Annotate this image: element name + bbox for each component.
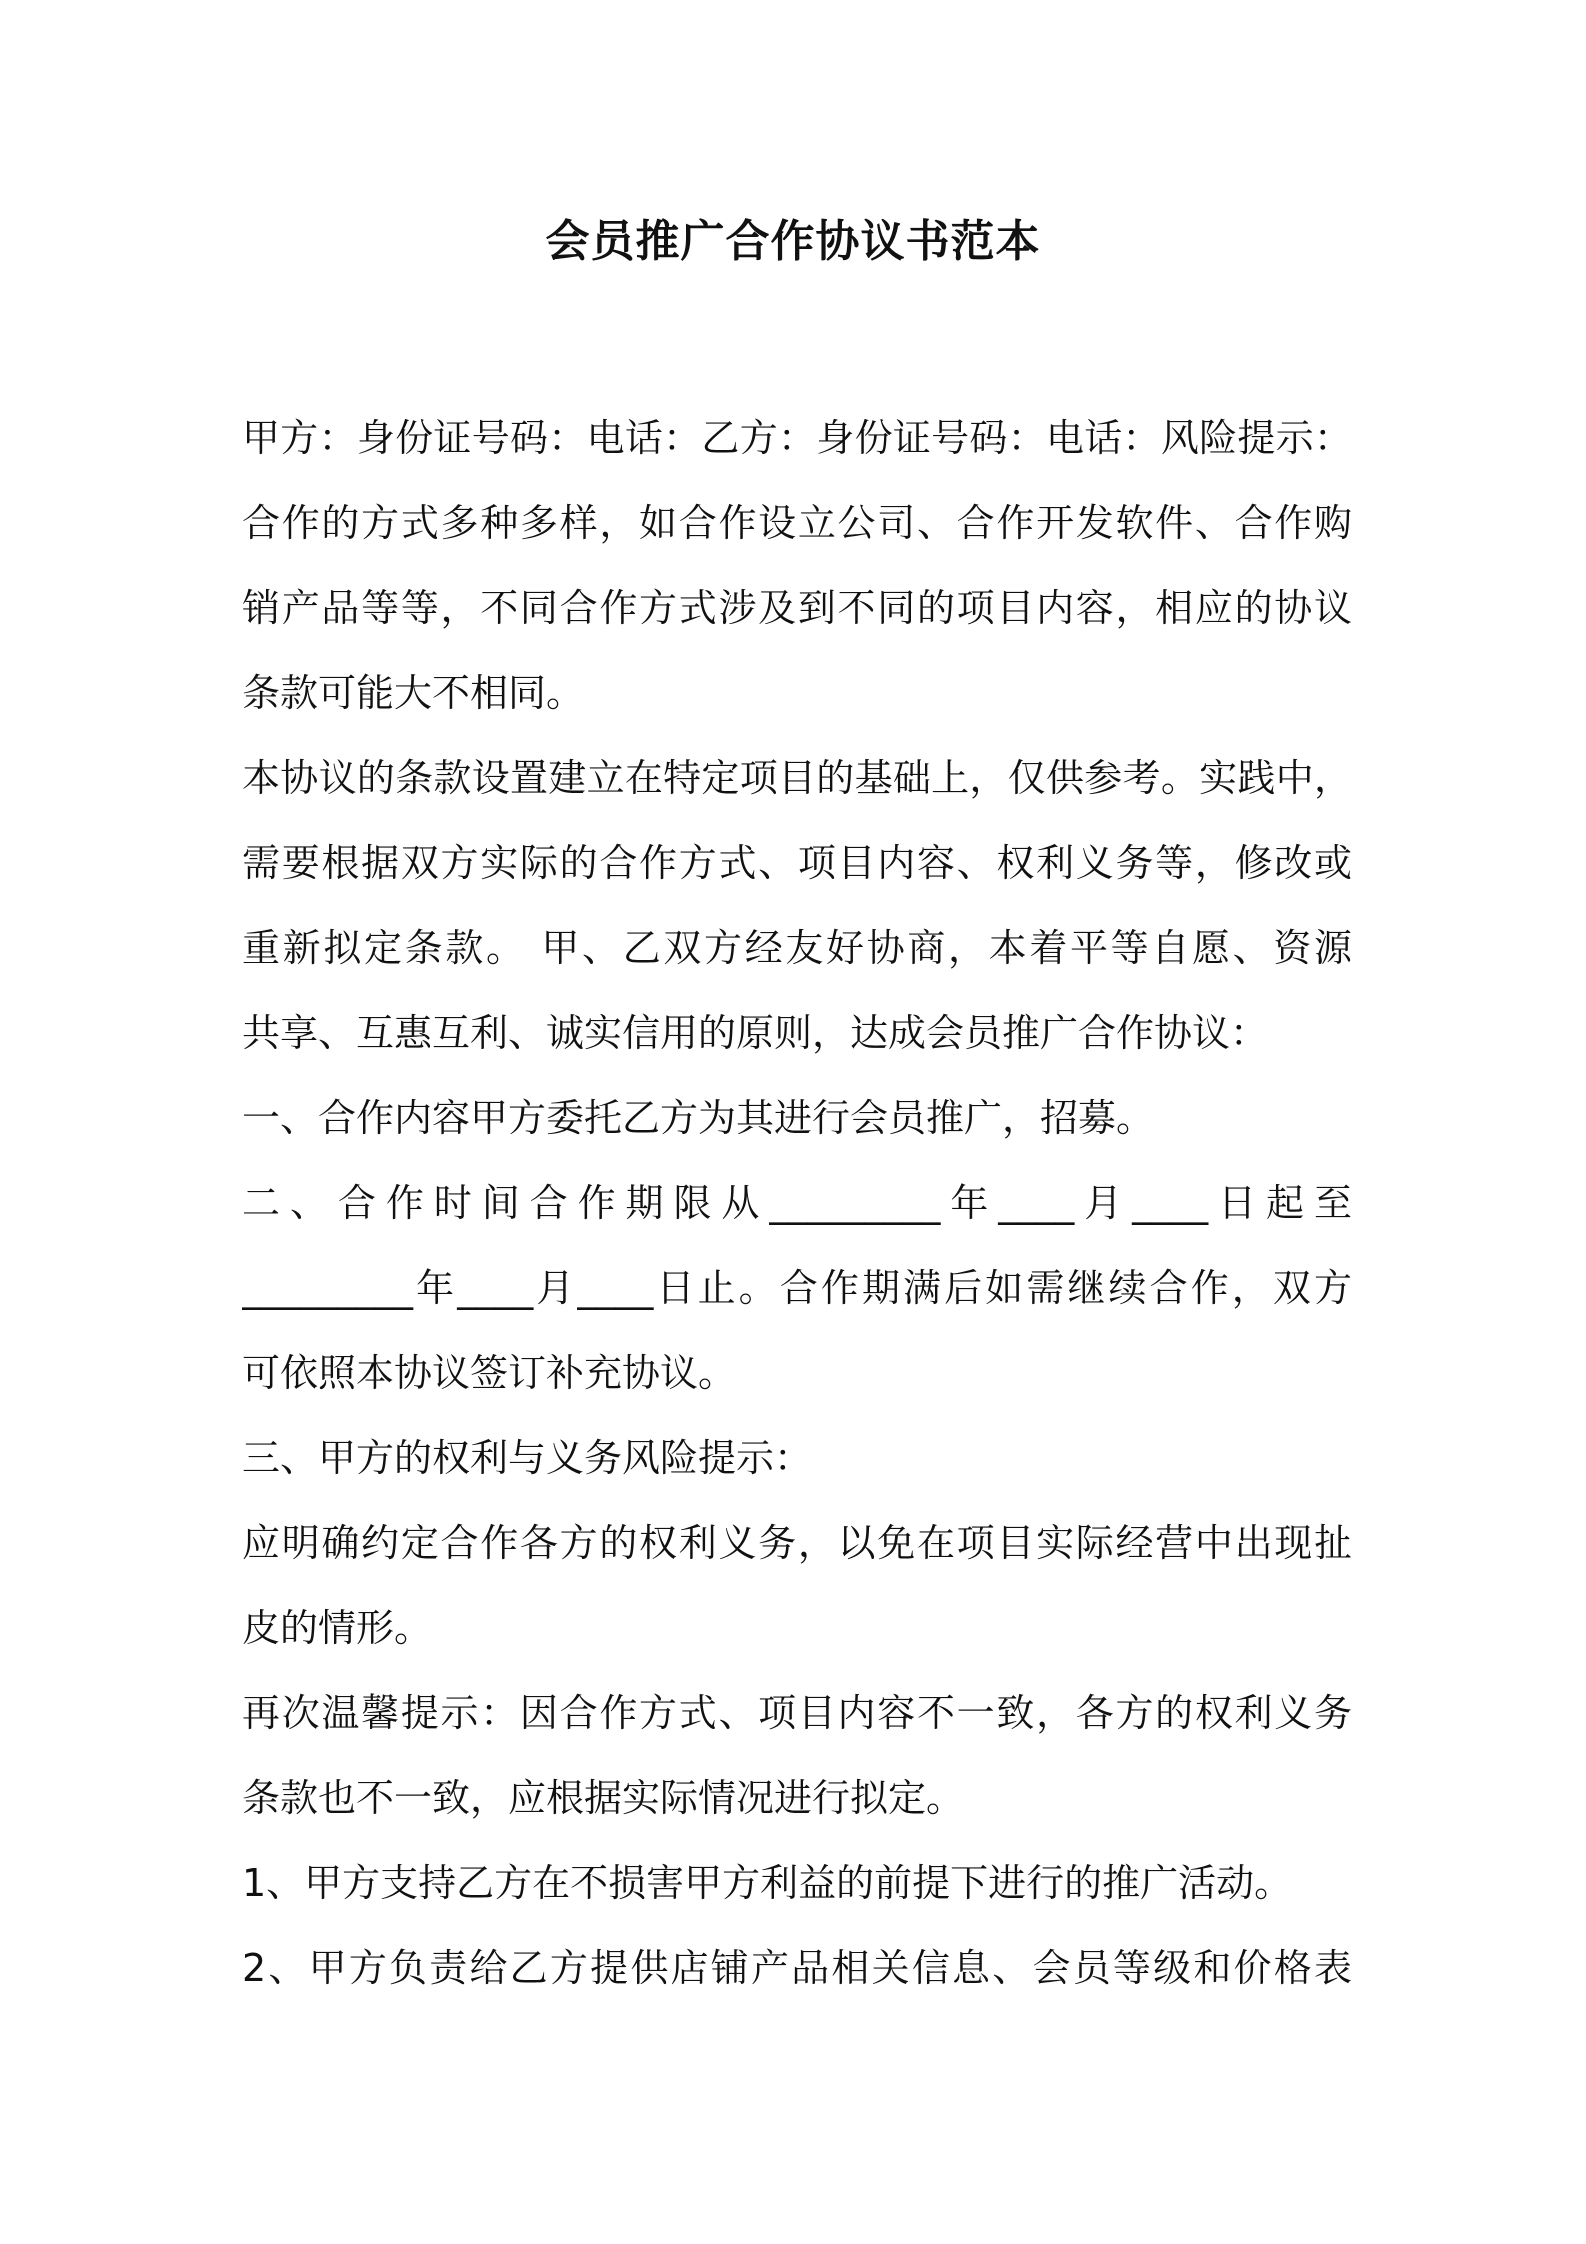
text-line: 皮的情形。 [242,1606,433,1650]
text-line: 二、合作时间合作期限从_________年____月____日起至 [242,1181,1352,1225]
text-line: _________年____月____日止。合作期满后如需继续合作，双方 [242,1266,1352,1310]
text-line: 三、甲方的权利与义务风险提示： [242,1436,813,1480]
text-line: 合作的方式多种多样，如合作设立公司、合作开发软件、合作购 [242,501,1352,545]
text-line: 可依照本协议签订补充协议。 [242,1351,737,1395]
document-title: 会员推广合作协议书范本 [545,216,1041,267]
text-line: 共享、互惠互利、诚实信用的原则，达成会员推广合作协议： [242,1011,1269,1055]
text-line: 2、甲方负责给乙方提供店铺产品相关信息、会员等级和价格表 [242,1946,1352,1990]
text-line: 条款可能大不相同。 [242,671,585,715]
text-line: 应明确约定合作各方的权利义务，以免在项目实际经营中出现扯 [242,1521,1352,1565]
text-line: 一、合作内容甲方委托乙方为其进行会员推广，招募。 [242,1096,1155,1140]
text-line: 需要根据双方实际的合作方式、项目内容、权利义务等，修改或 [242,841,1352,885]
text-line: 1、甲方支持乙方在不损害甲方利益的前提下进行的推广活动。 [242,1861,1293,1905]
text-line: 本协议的条款设置建立在特定项目的基础上，仅供参考。实践中， [242,756,1352,800]
text-line: 销产品等等，不同合作方式涉及到不同的项目内容，相应的协议 [242,586,1352,630]
text-line: 重新拟定条款。 甲、乙双方经友好协商，本着平等自愿、资源 [242,926,1352,970]
text-line: 甲方：身份证号码：电话：乙方：身份证号码：电话：风险提示： [242,416,1352,460]
text-line: 条款也不一致，应根据实际情况进行拟定。 [242,1776,965,1820]
text-line: 再次温馨提示：因合作方式、项目内容不一致，各方的权利义务 [242,1691,1352,1735]
